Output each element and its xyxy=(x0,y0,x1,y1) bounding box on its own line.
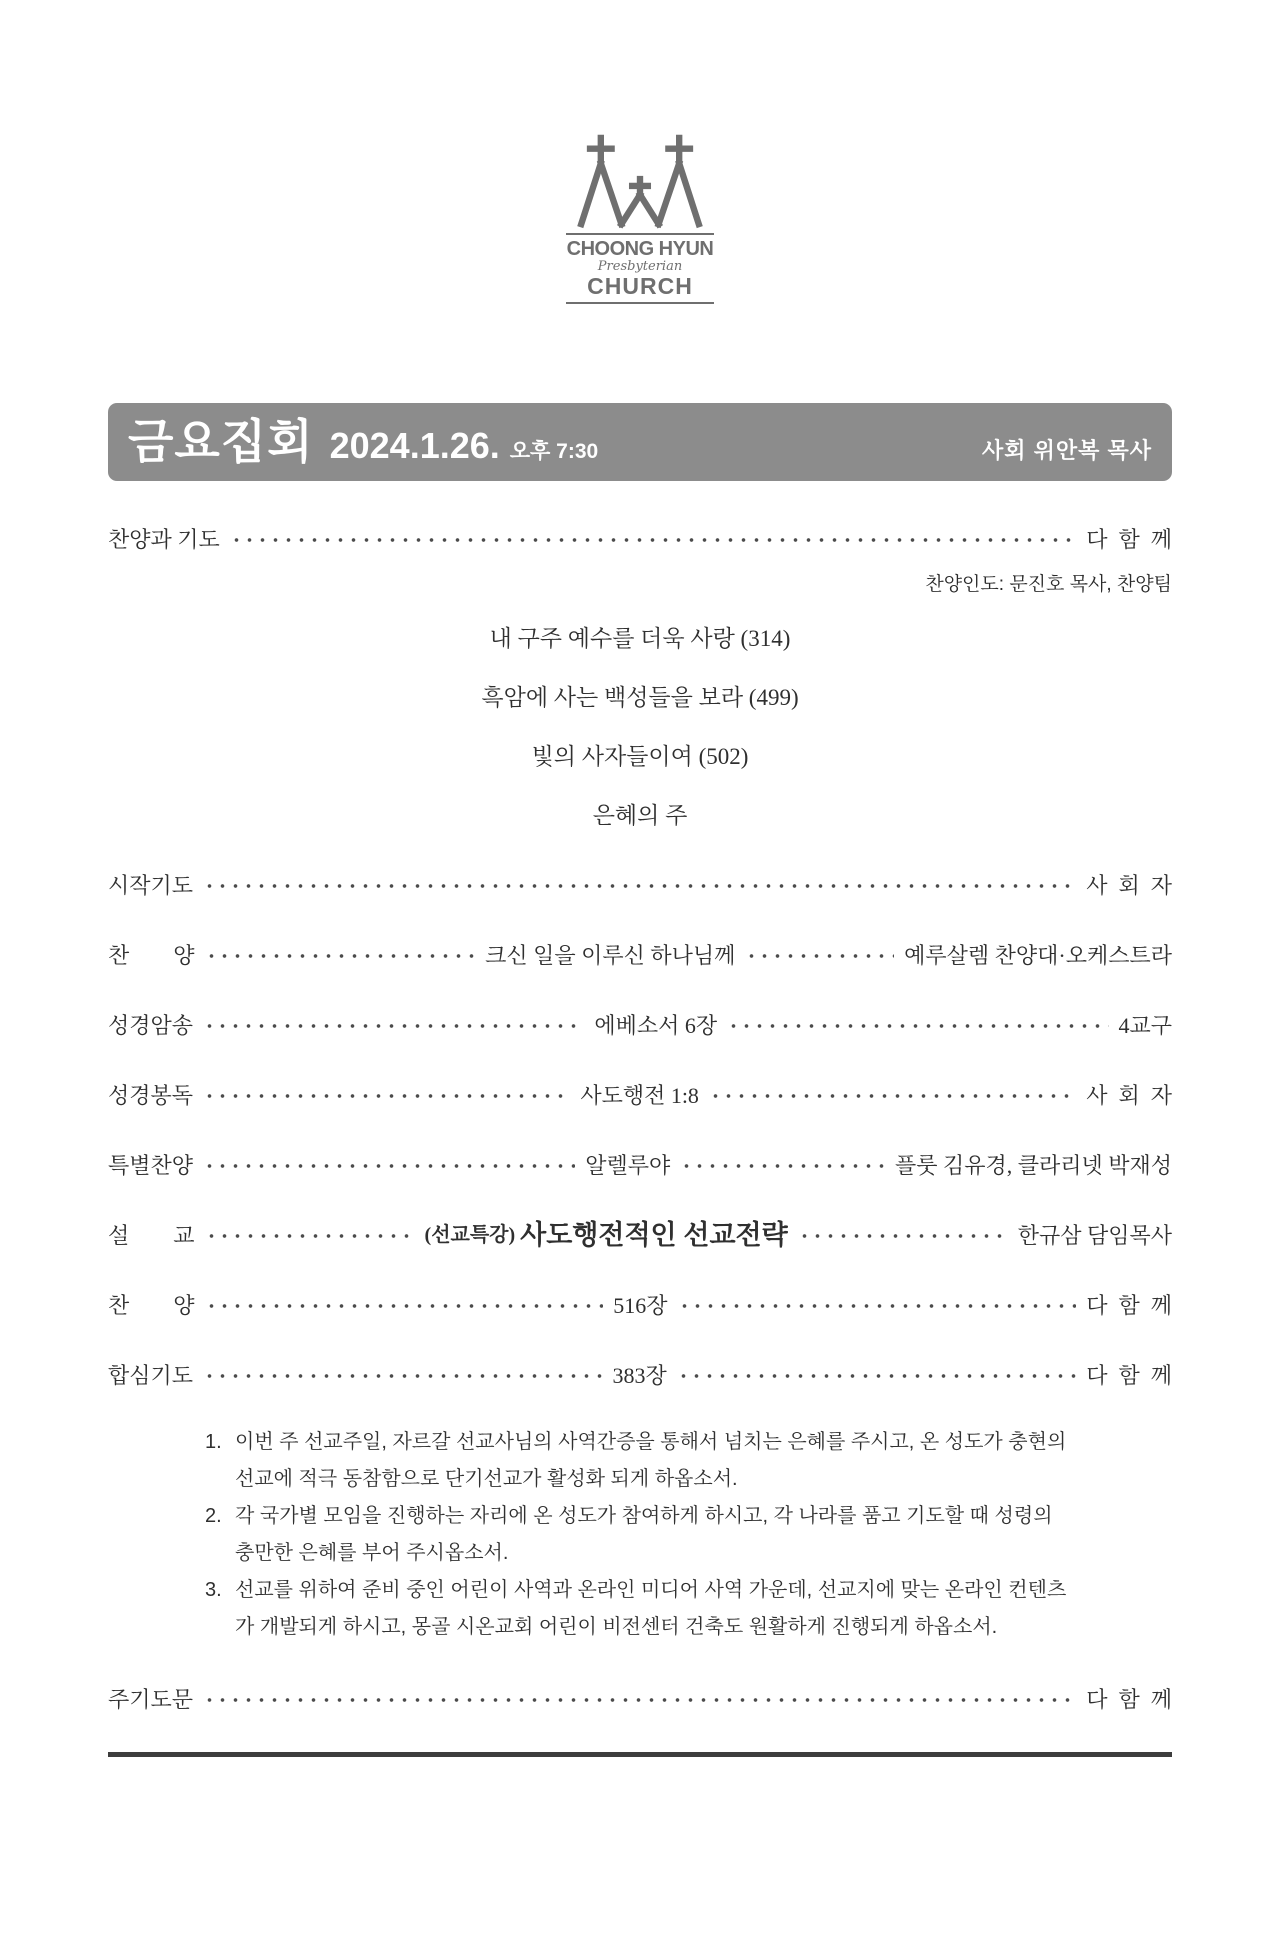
order-performer: 다 함 께 xyxy=(1086,527,1172,552)
order-row-united-prayer xyxy=(108,1359,1172,1392)
logo-denomination: Presbyterian xyxy=(597,259,683,274)
order-row-praise-and-prayer xyxy=(108,523,1172,556)
bottom-divider xyxy=(108,1752,1172,1757)
order-item-title: 516장 xyxy=(613,1293,668,1318)
dotted-leader xyxy=(798,1233,1008,1239)
order-performer: 사 회 자 xyxy=(1086,1083,1172,1108)
order-item-title: 383장 xyxy=(612,1363,667,1388)
church-logo xyxy=(566,134,714,304)
dotted-leader xyxy=(203,1697,1076,1703)
order-label: 찬 양 xyxy=(108,1293,195,1318)
order-label: 특별찬양 xyxy=(108,1153,194,1178)
prayer-item xyxy=(205,1498,1077,1572)
order-performer: 사 회 자 xyxy=(1086,873,1172,898)
prayer-number: 2. xyxy=(205,1505,222,1527)
order-performer: 4교구 xyxy=(1118,1013,1173,1038)
order-row-anthem xyxy=(108,939,1172,972)
prayer-item xyxy=(205,1424,1077,1498)
prayer-item xyxy=(205,1572,1077,1646)
order-item-title: 사도행전 1:8 xyxy=(580,1083,699,1108)
order-of-service xyxy=(0,523,1280,1716)
hymn-item: 내 구주 예수를 더욱 사랑 (314) xyxy=(489,626,791,651)
order-item-title: 알렐루야 xyxy=(585,1153,671,1178)
order-item-title: 에베소서 6장 xyxy=(594,1013,718,1038)
prayer-number: 3. xyxy=(205,1579,222,1601)
dotted-leader xyxy=(680,1163,885,1169)
order-performer: 한규삼 담임목사 xyxy=(1017,1223,1172,1248)
service-moderator: 사회 위안복 목사 xyxy=(982,438,1152,463)
order-row-opening-prayer xyxy=(108,869,1172,902)
order-performer: 예루살렘 찬양대·오케스트라 xyxy=(904,943,1172,968)
dotted-leader xyxy=(203,883,1076,889)
order-label: 시작기도 xyxy=(108,873,194,898)
three-crosses-icon xyxy=(566,134,714,230)
prayer-text: 이번 주 선교주일, 자르갈 선교사님의 사역간증을 통해서 넘치는 은혜를 주시고, 온 성도가 충현의 선교에 적극 동참함으로 단기선교가 활성화 되게 하옵소서. xyxy=(235,1431,1067,1490)
dotted-leader xyxy=(205,1233,415,1239)
order-row-lords-prayer xyxy=(108,1683,1172,1716)
dotted-leader xyxy=(205,1303,604,1309)
order-label: 합심기도 xyxy=(108,1363,194,1388)
order-label: 성경봉독 xyxy=(108,1083,194,1108)
prayer-text: 선교를 위하여 준비 중인 어린이 사역과 온라인 미디어 사역 가운데, 선교지에 맞는 온라인 컨텐츠가 개발되게 하시고, 몽골 시온교회 어린이 비전센터 건축도 원활하게 진행되게 하옵소서. xyxy=(235,1579,1067,1638)
order-label: 설 교 xyxy=(108,1223,195,1248)
dotted-leader xyxy=(230,537,1076,543)
logo-church-word: CHURCH xyxy=(587,273,693,299)
service-time: 오후 7:30 xyxy=(509,440,599,463)
dotted-leader xyxy=(203,1093,570,1099)
hymn-item: 흑암에 사는 백성들을 보라 (499) xyxy=(481,685,799,710)
order-row-scripture-reading xyxy=(108,1079,1172,1112)
order-performer: 다 함 께 xyxy=(1086,1293,1173,1318)
order-row-special-praise xyxy=(108,1149,1172,1182)
service-header-bar xyxy=(108,403,1172,481)
logo-top-rule xyxy=(566,233,714,235)
order-performer: 다 함 께 xyxy=(1086,1363,1173,1388)
prayer-number: 1. xyxy=(205,1431,222,1453)
order-item-title: 크신 일을 이루신 하나님께 xyxy=(485,943,736,968)
service-date: 2024.1.26. xyxy=(329,425,500,466)
order-label: 주기도문 xyxy=(108,1687,194,1712)
dotted-leader xyxy=(677,1373,1076,1379)
service-title: 금요집회 xyxy=(128,415,314,468)
order-performer: 다 함 께 xyxy=(1086,1687,1172,1712)
sermon-title: 사도행전적인 선교전략 xyxy=(520,1220,788,1250)
praise-leader-note: 찬양인도: 문진호 목사, 찬양팀 xyxy=(925,574,1172,595)
dotted-leader xyxy=(203,1163,575,1169)
logo-bottom-rule xyxy=(566,302,714,304)
hymn-item: 빛의 사자들이여 (502) xyxy=(531,744,749,769)
order-label: 찬 양 xyxy=(108,943,195,968)
sermon-series-prefix: (선교특강) xyxy=(424,1224,521,1246)
dotted-leader xyxy=(727,1023,1108,1029)
order-row-sermon xyxy=(108,1219,1172,1252)
dotted-leader xyxy=(205,953,476,959)
dotted-leader xyxy=(745,953,894,959)
logo-church-name: CHOONG HYUN xyxy=(566,238,714,260)
prayer-topics xyxy=(205,1424,1077,1646)
dotted-leader xyxy=(203,1373,602,1379)
order-label: 찬양과 기도 xyxy=(108,527,220,552)
order-label: 성경암송 xyxy=(108,1013,194,1038)
dotted-leader xyxy=(709,1093,1076,1099)
hymn-item: 은혜의 주 xyxy=(592,803,688,828)
hymn-list xyxy=(108,622,1172,832)
dotted-leader xyxy=(203,1023,584,1029)
order-row-scripture-recitation xyxy=(108,1009,1172,1042)
dotted-leader xyxy=(678,1303,1077,1309)
order-performer: 플룻 김유경, 클라리넷 박재성 xyxy=(894,1153,1172,1178)
prayer-text: 각 국가별 모임을 진행하는 자리에 온 성도가 참여하게 하시고, 각 나라를 품고 기도할 때 성령의 충만한 은혜를 부어 주시옵소서. xyxy=(235,1505,1053,1564)
order-row-hymn-516 xyxy=(108,1289,1172,1322)
